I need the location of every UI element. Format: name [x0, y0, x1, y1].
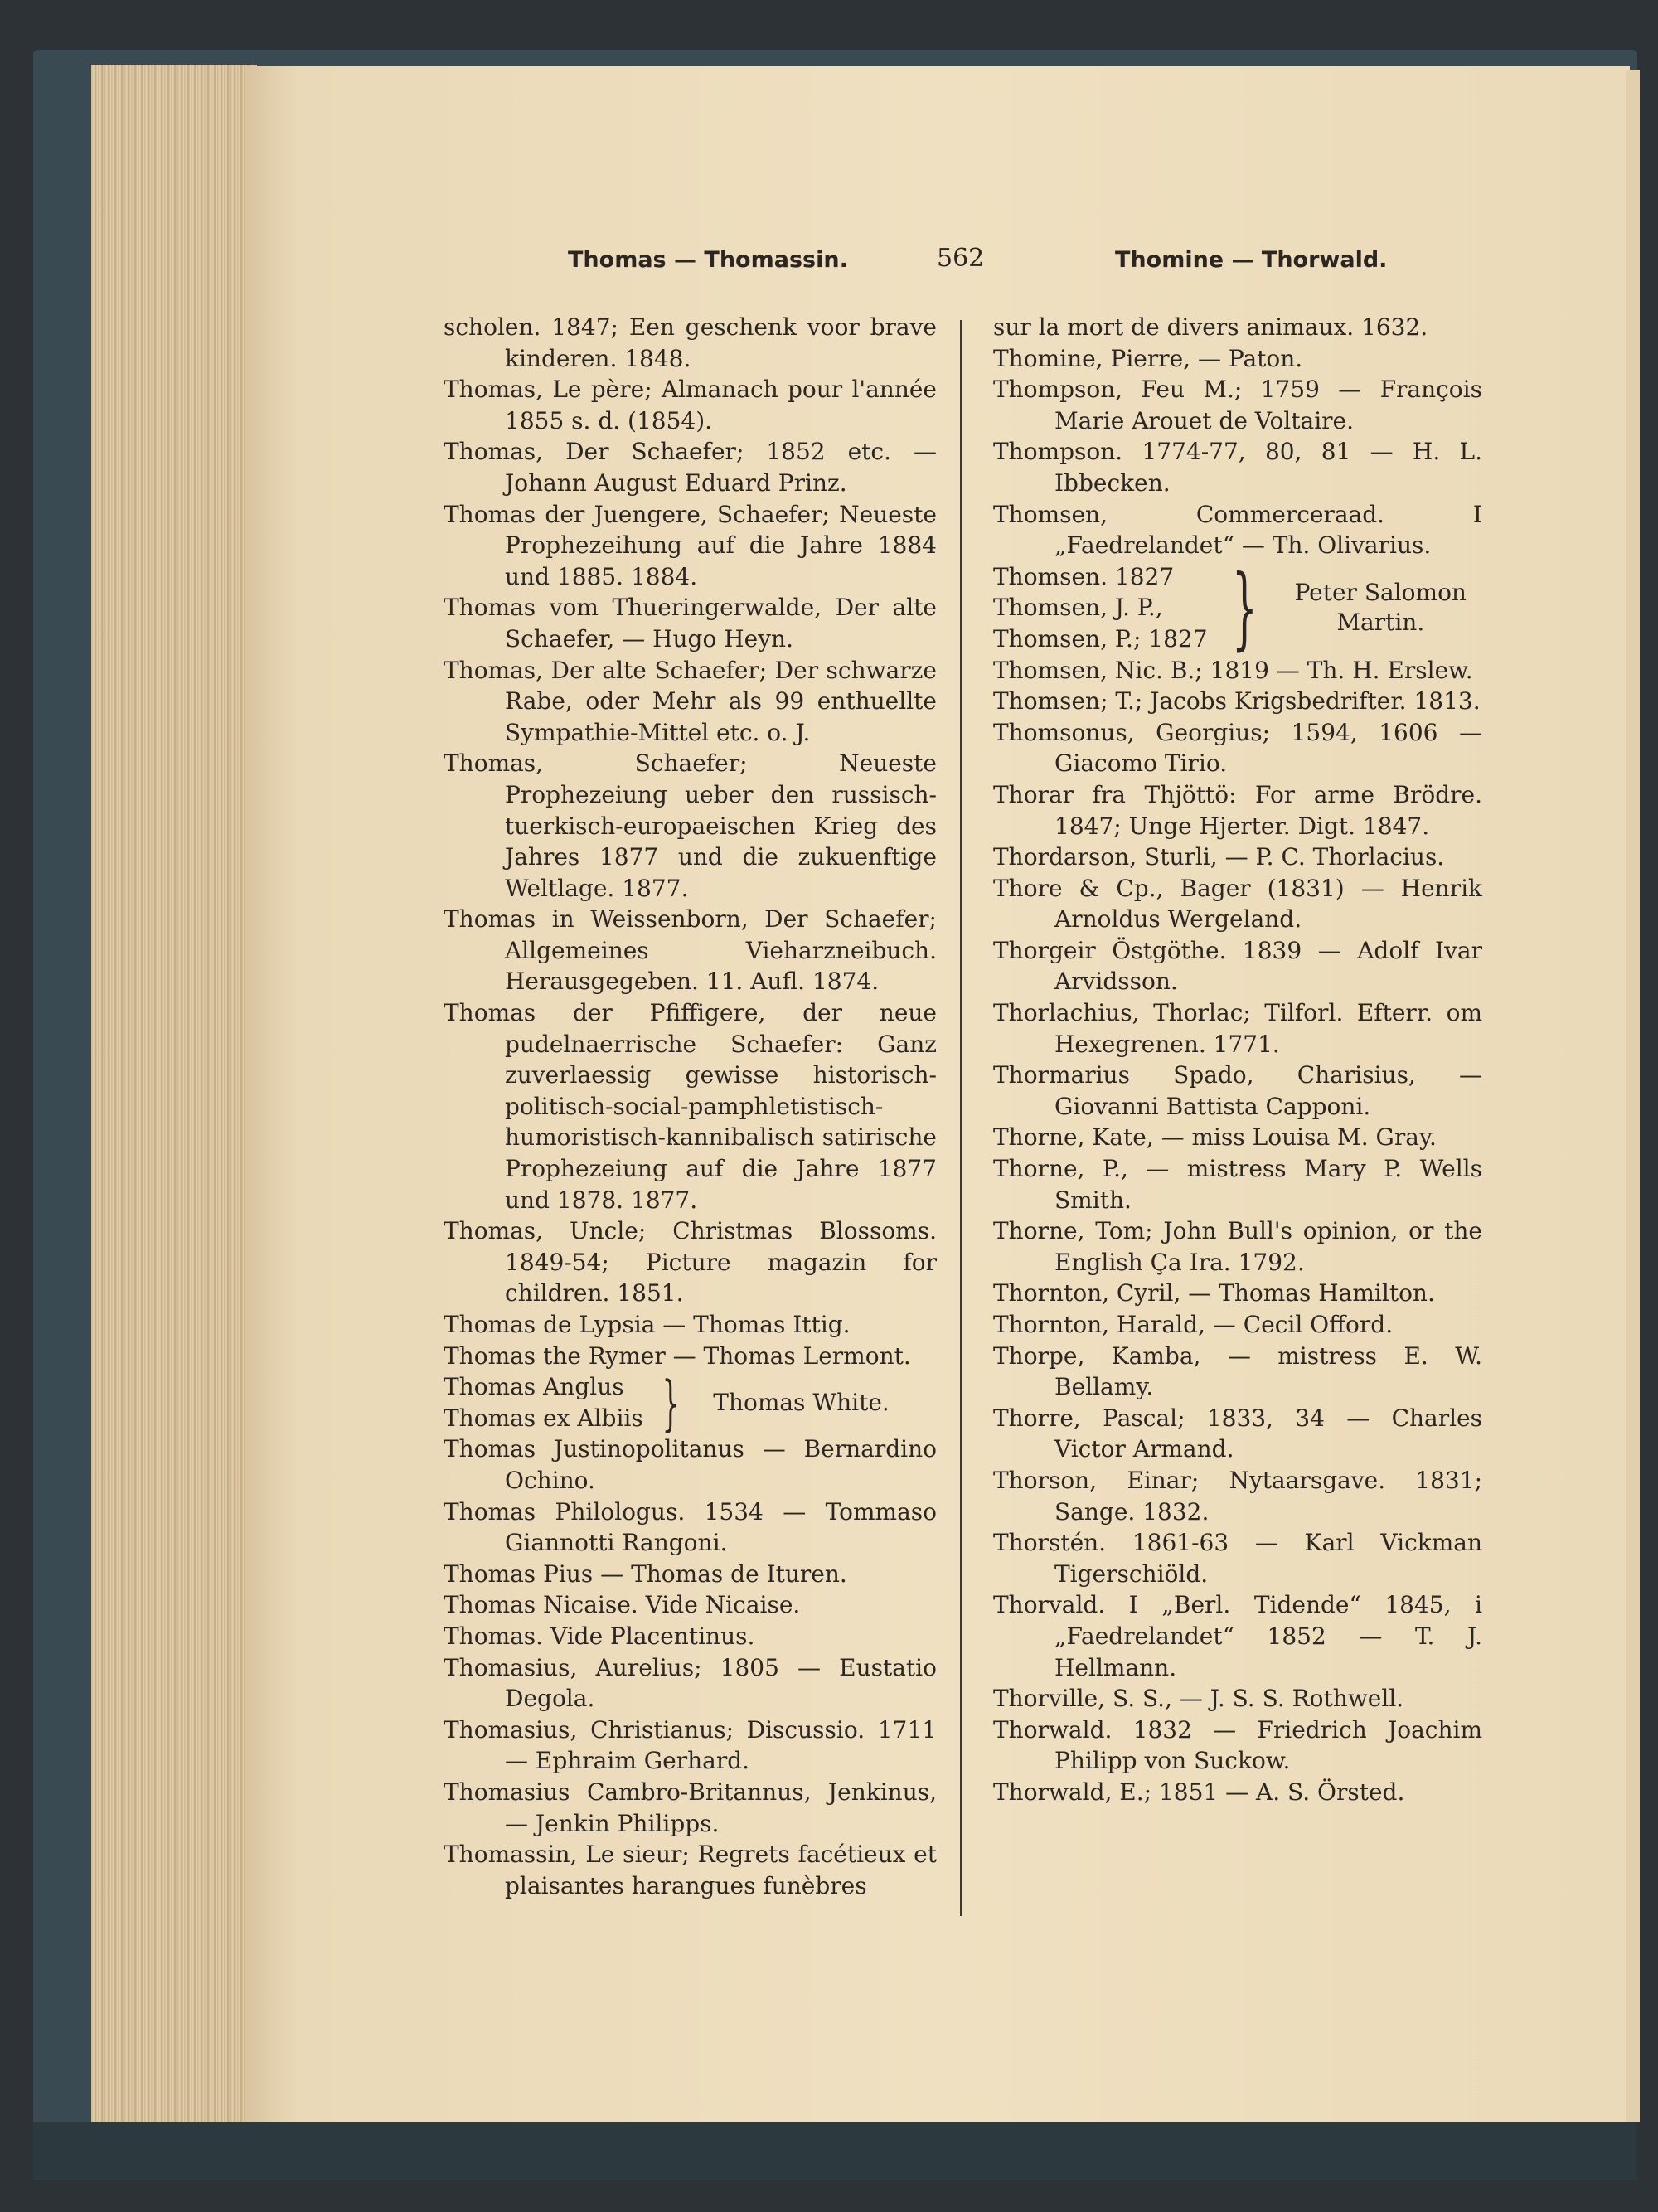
index-entry: Thomas in Weissenborn, Der Schaefer; Allgemeines Vieharzneibuch. Herausgegeben. 11. Aufl. 1874. — [444, 905, 937, 996]
index-entry: Thordarson, Sturli, — P. C. Thorlacius. — [993, 843, 1445, 871]
left-column — [444, 312, 937, 1901]
brace-name: Thomsen, P.; 1827 — [993, 624, 1208, 652]
index-entry: Thornton, Harald, — Cecil Offord. — [993, 1311, 1394, 1338]
index-entry: Thorvald. I „Berl. Tidende“ 1845, i „Faedrelandet“ 1852 — T. J. Hellmann. — [993, 1591, 1482, 1681]
index-entry: Thomas der Pfiffigere, der neue pudelnaerrische Schaefer: Ganz zuverlaessig gewisse historisch-politisch-social-pamphletistisch-humoristisch-kannibalisch satirische Prophezeiung auf die Jahre 1877 und 1878. 1877. — [444, 999, 937, 1214]
index-entry: Thorville, S. S., — J. S. S. Rothwell. — [993, 1685, 1404, 1713]
right-entries-b — [993, 655, 1482, 1808]
book-cover-bottom — [33, 2122, 1637, 2180]
left-entries-a — [444, 312, 937, 1371]
index-entry: Thomas, Der Schaefer; 1852 etc. — Johann August Eduard Prinz. — [444, 438, 937, 497]
index-entry: Thomas, Uncle; Christmas Blossoms. 1849-54; Picture magazin for children. 1851. — [444, 1217, 937, 1307]
index-entry: Thorne, Kate, — miss Louisa M. Gray. — [993, 1123, 1437, 1152]
brace-target: Peter Salomon Martin. — [1294, 579, 1467, 637]
index-entry: Thomas, Le père; Almanach pour l'année 1855 s. d. (1854). — [444, 376, 937, 434]
index-entry: Thomas Philologus. 1534 — Tommaso Giannotti Rangoni. — [444, 1497, 937, 1557]
index-entry: Thomas de Lypsia — Thomas Ittig. — [444, 1311, 851, 1338]
brace-name: Thomas Anglus — [444, 1373, 624, 1401]
right-column — [993, 312, 1482, 1808]
brace-target: Thomas White. — [713, 1388, 890, 1416]
index-entry: Thomasius Cambro-Britannus, Jenkinus, — Jenkin Philipps. — [444, 1778, 937, 1837]
index-entry: scholen. 1847; Een geschenk voor brave kinderen. 1848. — [444, 313, 937, 372]
brace-group — [993, 555, 1482, 660]
index-entry: Thomas, Schaefer; Neueste Prophezeiung ueber den russisch-tuerkisch-europaeischen Krieg des Jahres 1877 und die zukuenftige Weltlage. 1877. — [444, 749, 937, 902]
index-entry: Thomsen, Commerceraad. I „Faedrelandet“ — Th. Olivarius. — [993, 500, 1482, 560]
index-entry: Thomsen, Nic. B.; 1819 — Th. H. Erslew. — [993, 656, 1473, 684]
page-edges — [91, 65, 257, 2122]
index-entry: Thomasius, Aurelius; 1805 — Eustatio Degola. — [444, 1653, 937, 1713]
index-entry: Thomas Nicaise. Vide Nicaise. — [444, 1591, 801, 1619]
brace-names — [993, 561, 1208, 655]
brace-name: Thomsen. 1827 — [993, 562, 1175, 590]
index-entry: Thomas Justinopolitanus — Bernardino Ochino. — [444, 1435, 937, 1494]
index-entry: Thorne, P., — mistress Mary P. Wells Smith. — [993, 1155, 1482, 1214]
page-right-edge — [1626, 70, 1640, 2122]
index-entry: Thorar fra Thjöttö: For arme Brödre. 1847; Unge Hjerter. Digt. 1847. — [993, 780, 1482, 840]
index-entry: Thorstén. 1861-63 — Karl Vickman Tigerschiöld. — [993, 1529, 1482, 1588]
index-entry: Thomas the Rymer — Thomas Lermont. — [444, 1341, 911, 1370]
index-entry: sur la mort de divers animaux. 1632. — [993, 313, 1428, 341]
index-entry: Thomas vom Thueringerwalde, Der alte Schaefer, — Hugo Heyn. — [444, 594, 937, 652]
index-entry: Thormarius Spado, Charisius, — Giovanni Battista Capponi. — [993, 1061, 1482, 1120]
index-entry: Thorgeir Östgöthe. 1839 — Adolf Ivar Arvidsson. — [993, 936, 1482, 996]
index-entry: Thompson, Feu M.; 1759 — François Marie Arouet de Voltaire. — [993, 376, 1482, 434]
brace-name: Thomas ex Albiis — [444, 1404, 643, 1432]
index-entry: Thorne, Tom; John Bull's opinion, or the English Ça Ira. 1792. — [993, 1217, 1482, 1276]
index-entry: Thomas der Juengere, Schaefer; Neueste Prophezeihung auf die Jahre 1884 und 1885. 1884. — [444, 500, 937, 590]
index-entry: Thompson. 1774-77, 80, 81 — H. L. Ibbecken. — [993, 438, 1482, 497]
index-entry: Thomas, Der alte Schaefer; Der schwarze Rabe, oder Mehr als 99 enthuellte Sympathie-Mittel etc. o. J. — [444, 656, 937, 746]
brace-icon: } — [662, 1367, 679, 1438]
index-entry: Thorlachius, Thorlac; Tilforl. Efterr. om Hexegrenen. 1771. — [993, 999, 1482, 1058]
brace-icon: } — [1231, 555, 1258, 660]
running-head-left: Thomas — Thomassin. — [568, 247, 848, 273]
index-entry: Thorre, Pascal; 1833, 34 — Charles Victor Armand. — [993, 1404, 1482, 1463]
brace-names — [444, 1371, 643, 1433]
index-entry: Thomine, Pierre, — Paton. — [993, 344, 1303, 372]
index-entry: Thomassin, Le sieur; Regrets facétieux et plaisantes harangues funèbres — [444, 1841, 937, 1899]
right-entries-a — [993, 312, 1482, 561]
page-number: 562 — [937, 244, 985, 273]
index-entry: Thomsonus, Georgius; 1594, 1606 — Giacomo Tirio. — [993, 718, 1482, 778]
index-entry: Thornton, Cyril, — Thomas Hamilton. — [993, 1279, 1435, 1307]
index-entry: Thore & Cp., Bager (1831) — Henrik Arnoldus Wergeland. — [993, 874, 1482, 934]
column-rule — [960, 320, 962, 1916]
index-entry: Thomasius, Christianus; Discussio. 1711 — Ephraim Gerhard. — [444, 1715, 937, 1775]
index-entry: Thomsen; T.; Jacobs Krigsbedrifter. 1813. — [993, 687, 1481, 716]
index-entry: Thorwald, E.; 1851 — A. S. Örsted. — [993, 1778, 1405, 1806]
brace-name: Thomsen, J. P., — [993, 594, 1163, 622]
brace-group — [444, 1367, 937, 1438]
left-entries-b — [444, 1433, 937, 1901]
index-entry: Thorson, Einar; Nytaarsgave. 1831; Sange. 1832. — [993, 1466, 1482, 1526]
index-entry: Thorwald. 1832 — Friedrich Joachim Philipp von Suckow. — [993, 1715, 1482, 1775]
index-entry: Thomas Pius — Thomas de Ituren. — [444, 1560, 847, 1588]
index-entry: Thomas. Vide Placentinus. — [444, 1622, 755, 1650]
index-entry: Thorpe, Kamba, — mistress E. W. Bellamy. — [993, 1341, 1482, 1401]
running-head-right: Thomine — Thorwald. — [1115, 247, 1388, 273]
